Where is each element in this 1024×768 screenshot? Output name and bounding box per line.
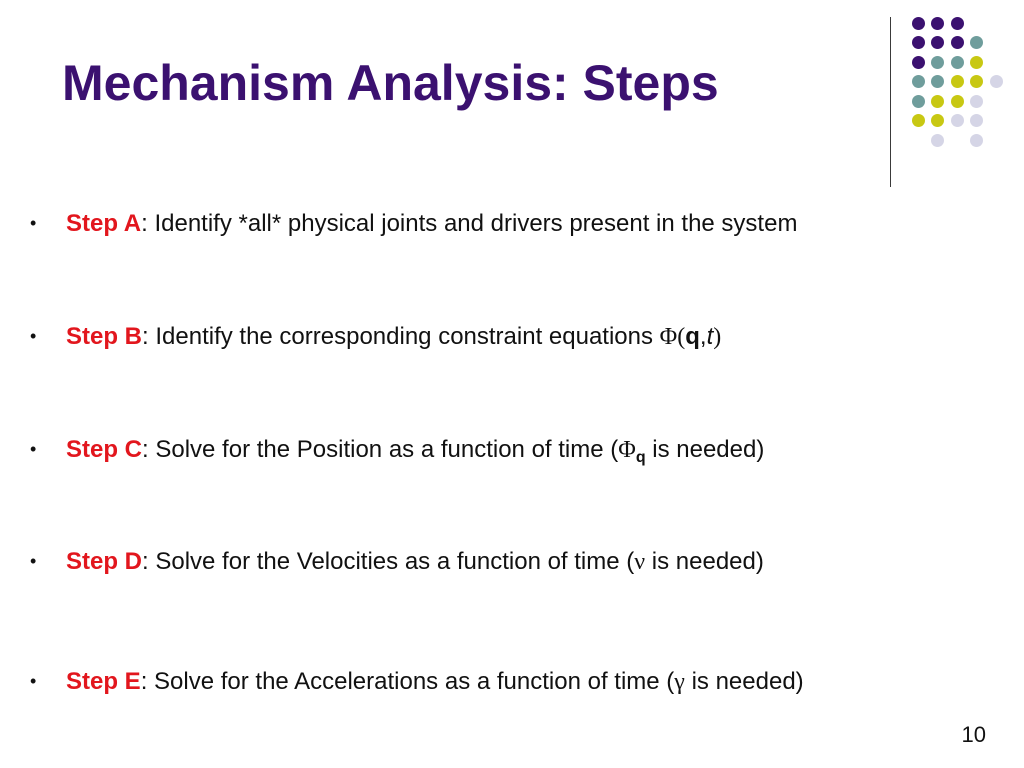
decorative-dot-teal	[951, 56, 964, 69]
decorative-dot-lavender	[970, 95, 983, 108]
decorative-dot-purple	[951, 17, 964, 30]
step-c-item	[30, 436, 764, 467]
decorative-dot-yellow	[931, 95, 944, 108]
step-e-after: is needed)	[684, 668, 804, 695]
step-c-text: : Solve for the Position as a function of time (	[142, 436, 619, 463]
decorative-dot-purple	[912, 36, 925, 49]
step-d-item	[30, 548, 764, 577]
decorative-dot-teal	[970, 36, 983, 49]
step-e-label: Step E	[66, 668, 141, 695]
decorative-dot-teal	[931, 75, 944, 88]
decorative-dot-lavender	[970, 134, 983, 147]
step-d-after: is needed)	[645, 548, 764, 575]
decorative-dot-purple	[912, 17, 925, 30]
decorative-dot-lavender	[931, 134, 944, 147]
bullet-icon: •	[30, 439, 37, 459]
decorative-dot-yellow	[931, 114, 944, 127]
open-paren: (	[677, 324, 686, 350]
t-symbol: t	[706, 323, 714, 350]
decorative-dot-purple	[931, 17, 944, 30]
step-c-after: is needed)	[645, 436, 765, 463]
decorative-dot-yellow	[951, 75, 964, 88]
decorative-dot-yellow	[912, 114, 925, 127]
decorative-dot-purple	[951, 36, 964, 49]
step-d-text: : Solve for the Velocities as a function of time (	[142, 548, 635, 575]
page-number: 10	[961, 722, 986, 747]
decorative-dot-lavender	[970, 114, 983, 127]
step-a-label: Step A	[66, 210, 142, 237]
nu-symbol: ν	[634, 549, 646, 575]
decorative-dot-purple	[912, 56, 925, 69]
bullet-icon: •	[30, 326, 37, 346]
step-a-text: : Identify *all* physical joints and drivers present in the system	[141, 210, 798, 237]
step-e-text: : Solve for the Accelerations as a function of time (	[140, 668, 675, 695]
bullet-icon: •	[30, 671, 37, 691]
q-subscript: q	[635, 449, 646, 466]
decorative-dot-yellow	[970, 75, 983, 88]
header-divider-line	[890, 17, 891, 187]
step-c-label: Step C	[66, 436, 143, 463]
step-b-item	[30, 323, 721, 352]
slide-title: Mechanism Analysis: Steps	[62, 55, 719, 111]
bullet-icon: •	[30, 551, 37, 571]
decorative-dot-lavender	[990, 75, 1003, 88]
step-d-label: Step D	[66, 548, 143, 575]
step-b-text: : Identify the corresponding constraint equations	[142, 323, 660, 350]
bullet-icon: •	[30, 213, 37, 233]
decorative-dot-purple	[931, 36, 944, 49]
step-a-item	[30, 210, 797, 239]
decorative-dot-teal	[912, 75, 925, 88]
decorative-dot-yellow	[970, 56, 983, 69]
q-symbol: q	[685, 323, 700, 350]
decorative-dot-lavender	[951, 114, 964, 127]
gamma-symbol: γ	[674, 669, 685, 695]
decorative-dot-teal	[912, 95, 925, 108]
step-b-label: Step B	[66, 323, 143, 350]
phi-symbol: Φ	[659, 324, 678, 350]
decorative-dot-teal	[931, 56, 944, 69]
decorative-dot-yellow	[951, 95, 964, 108]
comma: ,	[699, 323, 707, 350]
step-e-item	[30, 668, 804, 697]
phi-symbol: Φ	[618, 437, 636, 463]
close-paren: )	[713, 324, 722, 350]
